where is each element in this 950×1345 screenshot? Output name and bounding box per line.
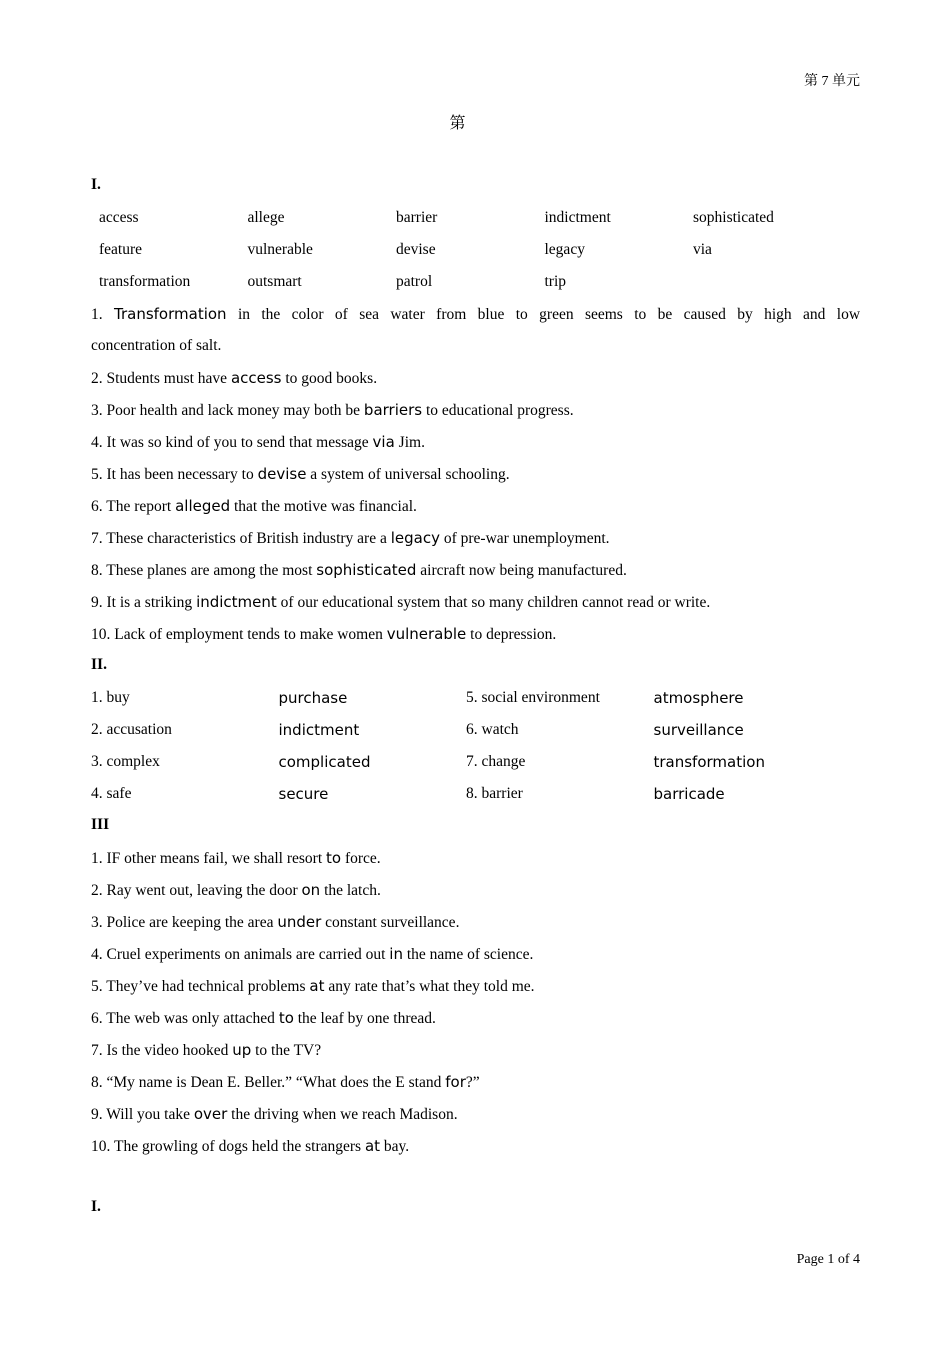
synonym-answer: complicated xyxy=(278,753,371,771)
synonym-answer: surveillance xyxy=(653,721,744,739)
answer-word: Transformation xyxy=(114,305,227,323)
answer-word: on xyxy=(301,881,321,899)
sentence-text-before: 1. xyxy=(91,306,115,323)
answer-word: to xyxy=(326,849,342,867)
sentence-text-before: 3. Poor health and lack money may both be xyxy=(91,402,364,419)
word-bank-word: barrier xyxy=(396,209,438,226)
word-bank-word: trip xyxy=(544,273,567,290)
sentence-line xyxy=(91,1068,860,1100)
section-1-label: I. xyxy=(91,176,101,193)
sentence-line xyxy=(91,332,860,364)
section-2-label: II. xyxy=(91,656,107,673)
sentence-text-after: force. xyxy=(341,850,381,867)
sentence-text-after: the leaf by one thread. xyxy=(293,1010,436,1027)
sentence-text-before: 8. These planes are among the most xyxy=(91,562,317,579)
sentence-text-before: 5. It has been necessary to xyxy=(91,466,258,483)
synonym-prompt: 7. change xyxy=(466,753,526,770)
synonym-prompt: 6. watch xyxy=(466,721,519,738)
answer-word: up xyxy=(232,1041,252,1059)
answer-word: at xyxy=(309,977,325,995)
section-1-sentences xyxy=(91,300,860,652)
word-bank-word: via xyxy=(693,241,712,258)
word-bank xyxy=(99,204,860,300)
page-title: 第 xyxy=(449,115,466,132)
synonym-answer: secure xyxy=(278,785,329,803)
sentence-text-before: 4. Cruel experiments on animals are carried out xyxy=(91,946,390,963)
page-header-unit: 第 7 单元 xyxy=(804,74,860,89)
sentence-text-after: the driving when we reach Madison. xyxy=(227,1106,458,1123)
word-bank-word: feature xyxy=(99,241,143,258)
sentence-line xyxy=(91,1132,860,1164)
synonym-prompt: 1. buy xyxy=(91,689,130,706)
sentence-line xyxy=(91,940,860,972)
word-bank-word: transformation xyxy=(99,273,191,290)
answer-word: access xyxy=(230,369,282,387)
answer-word: alleged xyxy=(175,497,231,515)
sentence-text-after: any rate that’s what they told me. xyxy=(324,978,535,995)
sentence-text-before: 3. Police are keeping the area xyxy=(91,914,278,931)
word-bank-word: legacy xyxy=(544,241,585,258)
synonym-row xyxy=(91,716,860,748)
sentence-text-after: to educational progress. xyxy=(422,402,574,419)
sentence-text-after: Jim. xyxy=(394,434,425,451)
sentence-line xyxy=(91,556,860,588)
sentence-line xyxy=(91,460,860,492)
sentence-line xyxy=(91,588,860,620)
sentence-line xyxy=(91,1004,860,1036)
section-3-label: III xyxy=(91,816,110,833)
sentence-text-before: 10. Lack of employment tends to make women xyxy=(91,626,387,643)
synonym-answer: indictment xyxy=(278,721,360,739)
synonym-prompt: 4. safe xyxy=(91,785,132,802)
sentence-text-before: 2. Students must have xyxy=(91,370,231,387)
sentence-line xyxy=(91,620,860,652)
word-bank-word: access xyxy=(99,209,139,226)
sentence-text-after: of our educational system that so many children cannot read or write. xyxy=(276,594,711,611)
synonym-prompt: 5. social environment xyxy=(466,689,600,706)
sentence-text-after: aircraft now being manufactured. xyxy=(416,562,627,579)
page-footer-number: Page 1 of 4 xyxy=(796,1252,860,1267)
sentence-line xyxy=(91,300,860,332)
sentence-line xyxy=(91,492,860,524)
sentence-line xyxy=(91,876,860,908)
synonym-answer: purchase xyxy=(278,689,348,707)
sentence-text-before: 5. They’ve had technical problems xyxy=(91,978,310,995)
sentence-text-after: to good books. xyxy=(281,370,378,387)
answer-word: under xyxy=(277,913,322,931)
sentence-text-before: 6. The web was only attached xyxy=(91,1010,279,1027)
sentence-text-after: of pre-war unemployment. xyxy=(439,530,610,547)
word-bank-word: indictment xyxy=(544,209,611,226)
sentence-line xyxy=(91,396,860,428)
sentence-line xyxy=(91,844,860,876)
sentence-line xyxy=(91,428,860,460)
sentence-line xyxy=(91,524,860,556)
answer-word: legacy xyxy=(390,529,440,547)
synonym-prompt: 8. barrier xyxy=(466,785,523,802)
exercise-content xyxy=(91,172,860,1226)
sentence-text-before: 4. It was so kind of you to send that message xyxy=(91,434,373,451)
sentence-text-after: a system of universal schooling. xyxy=(306,466,510,483)
word-bank-word: patrol xyxy=(396,273,433,290)
sentence-line xyxy=(91,1036,860,1068)
answer-word: devise xyxy=(257,465,307,483)
sentence-text-before: 6. The report xyxy=(91,498,176,515)
sentence-line xyxy=(91,972,860,1004)
sentence-line xyxy=(91,908,860,940)
word-bank-row xyxy=(99,268,860,300)
sentence-text-before: 9. Will you take xyxy=(91,1106,194,1123)
sentence-text-after: to the TV? xyxy=(251,1042,322,1059)
sentence-text-after: to depression. xyxy=(466,626,557,643)
answer-word: in xyxy=(389,945,403,963)
word-bank-word: devise xyxy=(396,241,436,258)
word-bank-row xyxy=(99,236,860,268)
sentence-text-after: bay. xyxy=(380,1138,410,1155)
sentence-text-before: 10. The growling of dogs held the strangers xyxy=(91,1138,365,1155)
word-bank-word: sophisticated xyxy=(693,209,774,226)
sentence-text-before: 1. IF other means fail, we shall resort xyxy=(91,850,327,867)
sentence-text-after: ?” xyxy=(465,1074,480,1091)
synonym-prompt: 2. accusation xyxy=(91,721,172,738)
synonym-answer: transformation xyxy=(653,753,765,771)
answer-word: indictment xyxy=(196,593,277,611)
sentence-text-after: the latch. xyxy=(320,882,381,899)
sentence-text-after: that the motive was financial. xyxy=(230,498,417,515)
answer-word: sophisticated xyxy=(316,561,417,579)
sentence-line xyxy=(91,1100,860,1132)
answer-word: for xyxy=(445,1073,466,1091)
synonym-row xyxy=(91,684,860,716)
sentence-line xyxy=(91,364,860,396)
synonym-answer: atmosphere xyxy=(653,689,744,707)
answer-word: via xyxy=(372,433,395,451)
sentence-text-before: 9. It is a striking xyxy=(91,594,197,611)
sentence-text-before: 7. Is the video hooked xyxy=(91,1042,233,1059)
synonym-answer: barricade xyxy=(653,785,725,803)
word-bank-word xyxy=(693,268,842,300)
synonym-row xyxy=(91,780,860,812)
section-4-label: I. xyxy=(91,1198,101,1215)
answer-word: to xyxy=(278,1009,294,1027)
answer-word: at xyxy=(364,1137,381,1155)
synonym-prompt: 3. complex xyxy=(91,753,160,770)
sentence-text-before: 2. Ray went out, leaving the door xyxy=(91,882,302,899)
synonym-table xyxy=(91,684,860,812)
answer-word: barriers xyxy=(363,401,423,419)
sentence-text-after: in the color of sea water from blue to green seems to be caused by high and low xyxy=(226,306,861,323)
sentence-text-after: the name of science. xyxy=(402,946,534,963)
answer-word: vulnerable xyxy=(386,625,467,643)
sentence-text-before: 8. “My name is Dean E. Beller.” “What does the E stand xyxy=(91,1074,446,1091)
word-bank-word: allege xyxy=(247,209,285,226)
answer-word: over xyxy=(193,1105,228,1123)
synonym-row xyxy=(91,748,860,780)
sentence-text-before: concentration of salt. xyxy=(91,337,222,354)
sentence-text-after: constant surveillance. xyxy=(321,914,460,931)
word-bank-word: outsmart xyxy=(247,273,302,290)
word-bank-row xyxy=(99,204,860,236)
section-3-sentences xyxy=(91,844,860,1164)
sentence-text-before: 7. These characteristics of British industry are a xyxy=(91,530,391,547)
word-bank-word: vulnerable xyxy=(247,241,313,258)
